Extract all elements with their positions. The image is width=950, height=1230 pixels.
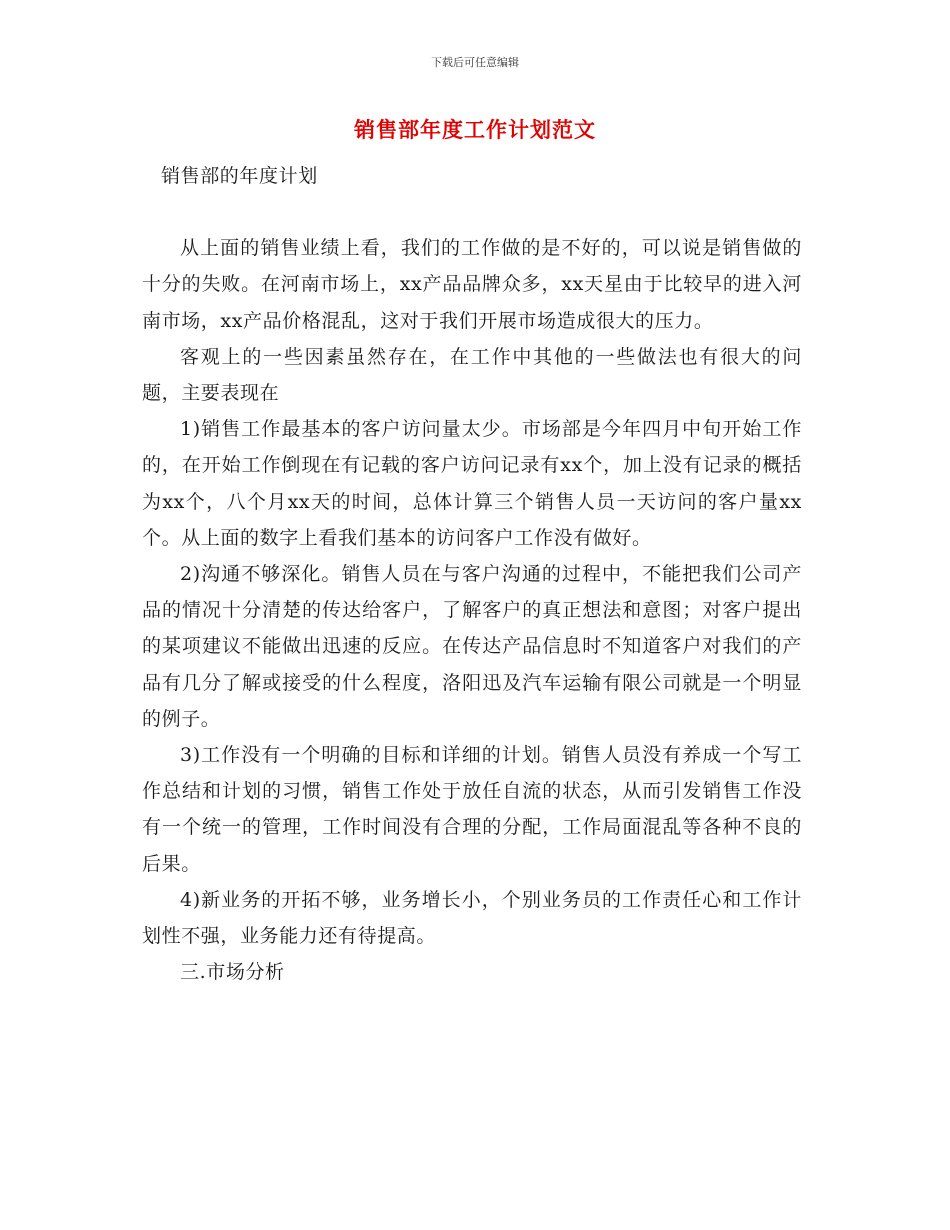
document-subtitle: 销售部的年度计划 bbox=[161, 165, 318, 187]
document-body bbox=[142, 158, 802, 990]
header-note: 下载后可任意编辑 bbox=[431, 56, 519, 69]
paragraph-1: 从上面的销售业绩上看，我们的工作做的是不好的，可以说是销售做的十分的失败。在河南市场上，xx产品品牌众多，xx天星由于比较早的进入河南市场，xx产品价格混乱，这对于我们开展市场造成很大的压力。 bbox=[142, 237, 802, 332]
paragraph-4: 2)沟通不够深化。销售人员在与客户沟通的过程中，不能把我们公司产品的情况十分清楚的传达给客户，了解客户的真正想法和意图；对客户提出的某项建议不能做出迅速的反应。在传达产品信息时不知道客户对我们的产品有几分了解或接受的什么程度，洛阳迅及汽车运输有限公司就是一个明显的例子。 bbox=[142, 563, 802, 730]
paragraph-2: 客观上的一些因素虽然存在，在工作中其他的一些做法也有很大的问题，主要表现在 bbox=[142, 345, 802, 405]
paragraph-5: 3)工作没有一个明确的目标和详细的计划。销售人员没有养成一个写工作总结和计划的习惯，销售工作处于放任自流的状态，从而引发销售工作没有一个统一的管理，工作时间没有合理的分配，工作局面混乱等各种不良的后果。 bbox=[142, 744, 802, 875]
section-heading-market-analysis: 三.市场分析 bbox=[180, 961, 285, 984]
document-title: 销售部年度工作计划范文 bbox=[354, 118, 596, 142]
paragraph-6: 4)新业务的开拓不够，业务增长小，个别业务员的工作责任心和工作计划性不强，业务能力还有待提高。 bbox=[142, 888, 802, 948]
paragraph-3: 1)销售工作最基本的客户访问量太少。市场部是今年四月中旬开始工作的，在开始工作倒现在有记载的客户访问记录有xx个，加上没有记录的概括为xx个，八个月xx天的时间，总体计算三个销售人员一天访问的客户量xx个。从上面的数字上看我们基本的访问客户工作没有做好。 bbox=[142, 418, 802, 549]
